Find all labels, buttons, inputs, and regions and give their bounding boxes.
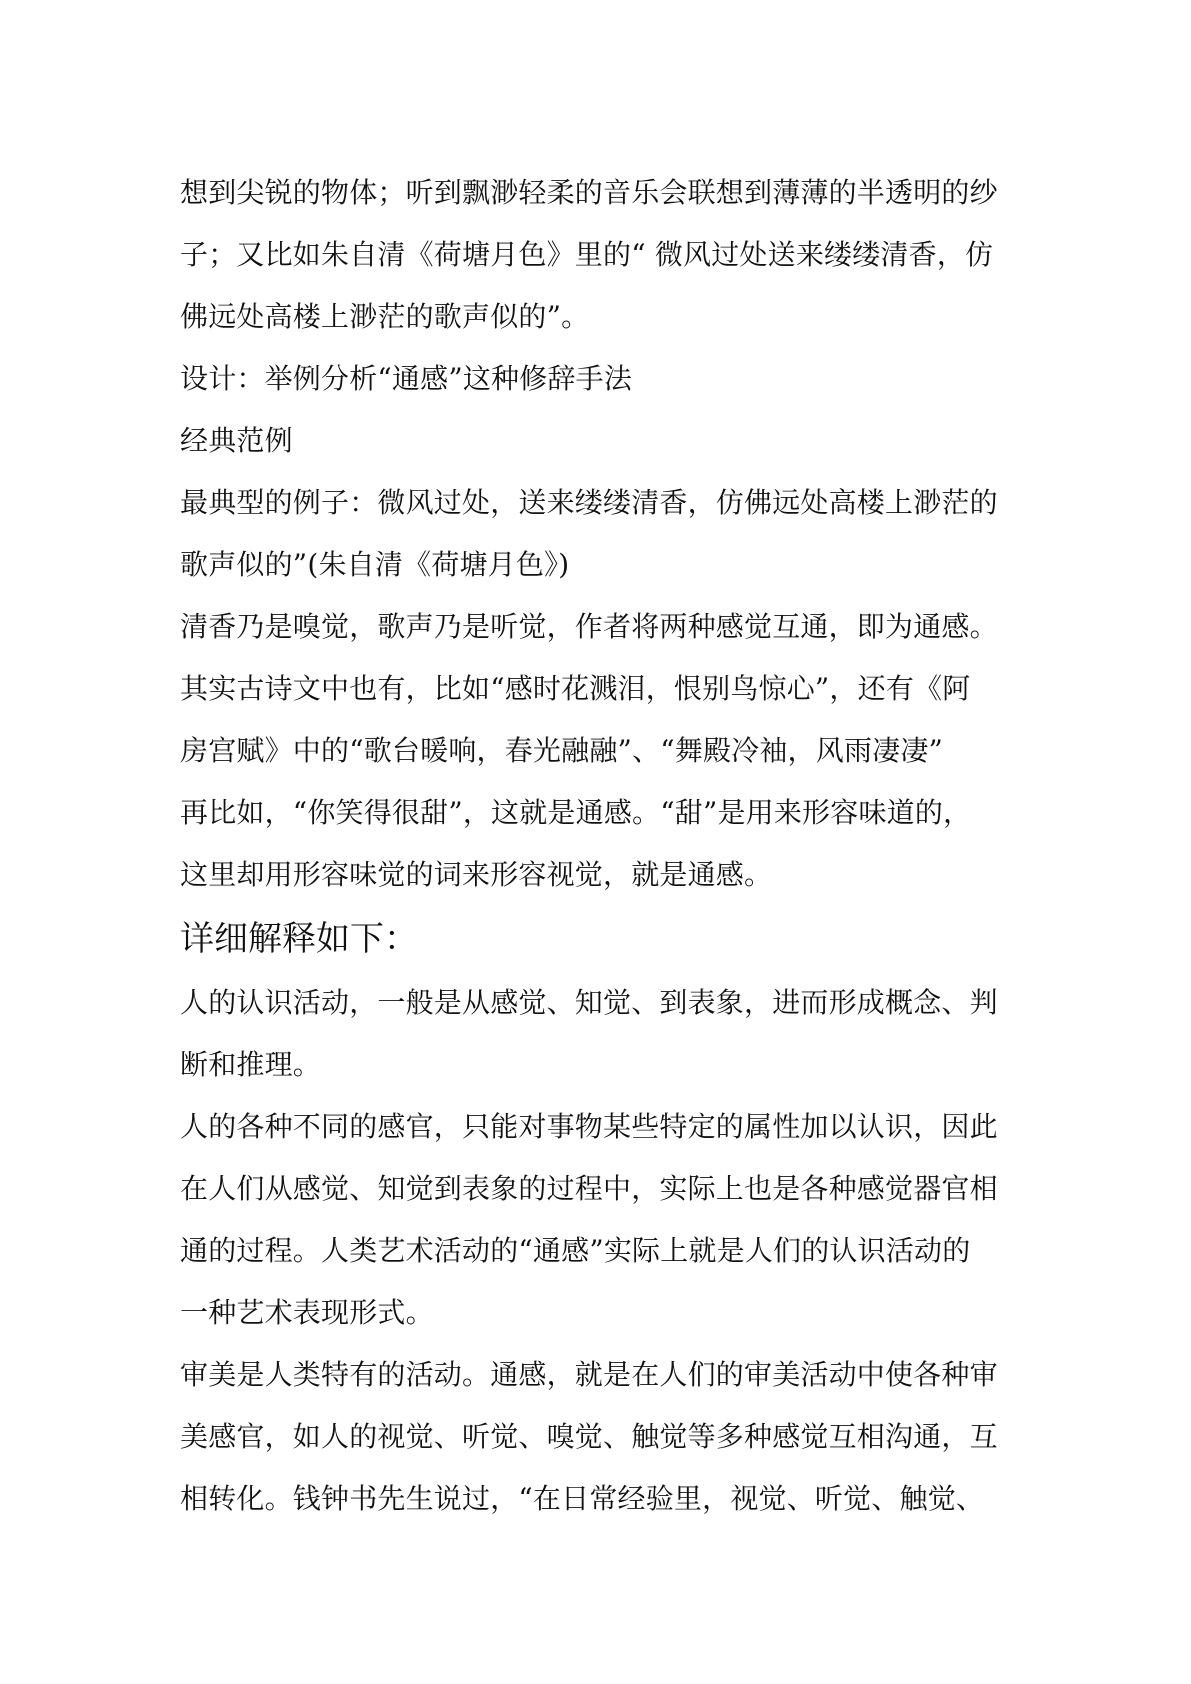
text-line: 歌声似的”(朱自清《荷塘月色》) xyxy=(180,548,570,581)
text-line: 想到尖锐的物体；听到飘渺轻柔的音乐会联想到薄薄的半透明的纱 xyxy=(180,176,998,209)
text-line: 清香乃是嗅觉，歌声乃是听觉，作者将两种感觉互通，即为通感。 xyxy=(180,610,998,643)
text-line: 佛远处高楼上渺茫的歌声似的”。 xyxy=(180,300,590,333)
text-line: 这里却用形容味觉的词来形容视觉，就是通感。 xyxy=(180,858,773,891)
text-line: 再比如，“你笑得很甜”，这就是通感。“甜”是用来形容味道的， xyxy=(180,796,972,829)
text-line: 相转化。钱钟书先生说过，“在日常经验里，视觉、听觉、触觉、 xyxy=(180,1482,985,1515)
text-line: 一种艺术表现形式。 xyxy=(180,1296,434,1329)
text-line: 设计：举例分析“通感”这种修辞手法 xyxy=(180,362,633,395)
text-line: 美感官，如人的视觉、听觉、嗅觉、触觉等多种感觉互相沟通，互 xyxy=(180,1420,998,1453)
text-line: 审美是人类特有的活动。通感，就是在人们的审美活动中使各种审 xyxy=(180,1358,998,1391)
text-line: 人的认识活动，一般是从感觉、知觉、到表象，进而形成概念、判 xyxy=(180,986,998,1019)
text-line: 在人们从感觉、知觉到表象的过程中，实际上也是各种感觉器官相 xyxy=(180,1172,998,1205)
section-heading: 详细解释如下： xyxy=(180,919,418,959)
text-line: 通的过程。人类艺术活动的“通感”实际上就是人们的认识活动的 xyxy=(180,1234,971,1267)
document-body xyxy=(180,162,1040,1530)
text-line: 其实古诗文中也有，比如“感时花溅泪，恨别鸟惊心”，还有《阿 xyxy=(180,672,971,705)
text-line: 断和推理。 xyxy=(180,1048,322,1081)
text-line: 经典范例 xyxy=(180,424,293,457)
text-line: 房宫赋》中的“歌台暖响，春光融融”、“舞殿冷袖，风雨凄凄” xyxy=(180,734,944,767)
text-line: 最典型的例子：微风过处，送来缕缕清香，仿佛远处高楼上渺茫的 xyxy=(180,486,998,519)
text-line: 人的各种不同的感官，只能对事物某些特定的属性加以认识，因此 xyxy=(180,1110,998,1143)
text-line: 子；又比如朱自清《荷塘月色》里的“ 微风过处送来缕缕清香，仿 xyxy=(180,238,994,271)
